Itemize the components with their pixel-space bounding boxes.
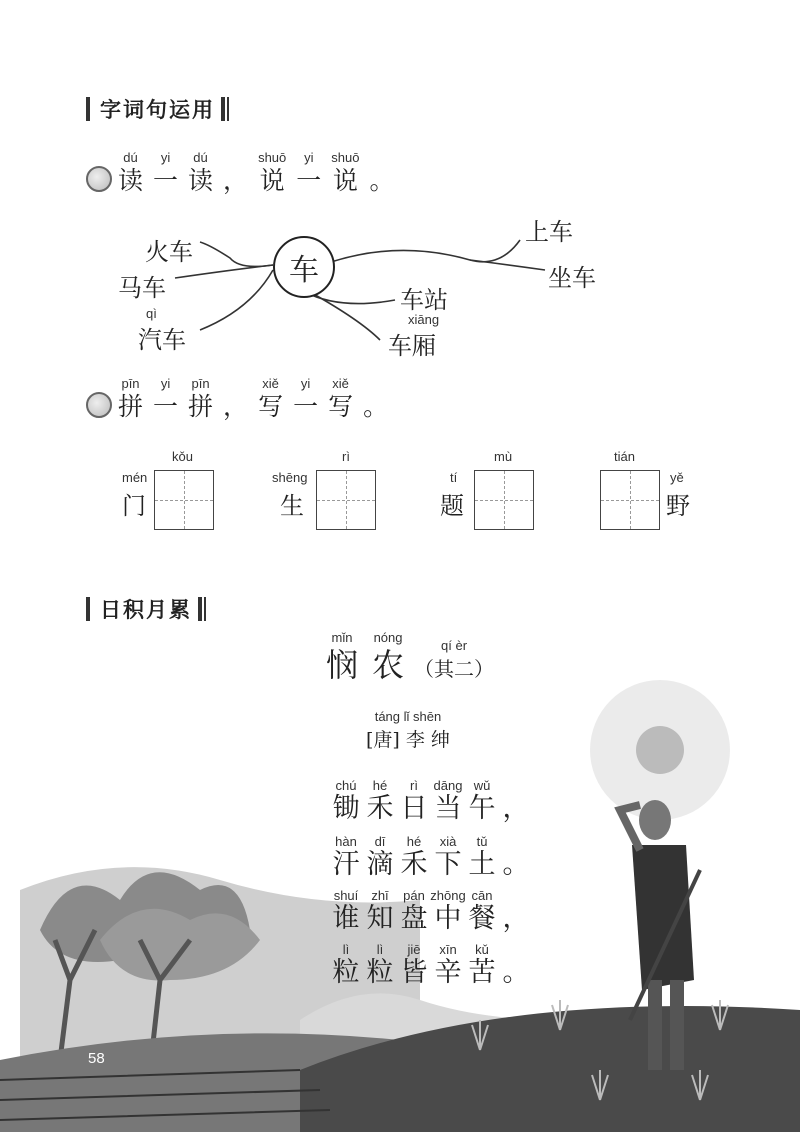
write-box[interactable] [600,470,660,530]
mindmap-center: 车 [273,236,335,298]
target-pinyin: rì [342,449,350,464]
mindmap-word: 火车 [145,238,193,266]
ruby-char: xiě 写 [328,376,354,421]
given-char: 题 [440,492,464,520]
section-bar [86,97,90,121]
section-bar [204,597,206,621]
ruby-char: hàn 汗 [332,834,360,880]
ruby-char: xīn 辛 [434,942,462,988]
poem-line [330,834,534,880]
poem-author [366,706,460,755]
given-char: 野 [666,492,690,520]
ruby-char: tǔ 土 [468,834,496,880]
ruby-char: shuí 谁 [332,888,360,934]
ruby-char: ， [502,903,530,934]
ruby-char: jiē 皆 [400,942,428,988]
ruby-char: dú 读 [188,150,214,195]
poem-line [330,942,534,988]
ruby-char: ， [223,166,249,195]
ruby-char: cān 餐 [468,888,496,934]
ruby-char: yi 一 [153,376,179,421]
section-title: 日积月累 [100,598,192,622]
ruby-char: táng lǐ shēn [唐] 李 绅 [366,709,450,751]
task-bullet-icon [86,392,112,418]
write-box[interactable] [474,470,534,530]
ruby-char: zhōng 中 [430,888,466,934]
ruby-char: wǔ 午 [468,778,496,824]
task-spell-write [86,376,398,422]
given-pinyin: shēng [272,470,308,485]
section-header-accumulate [86,594,206,624]
ruby-char: kǔ 苦 [468,942,496,988]
given-char: 生 [280,492,304,520]
mindmap-word: 坐车 [548,264,596,292]
task-read-say [86,150,405,196]
pinyin-label: xiāng [408,312,440,327]
poem-line [330,888,534,934]
mindmap-word: 车站 [400,286,448,314]
write-box[interactable] [154,470,214,530]
section-header-words [86,94,229,124]
task-bullet-icon [86,166,112,192]
ruby-char: pán 盘 [400,888,428,934]
ruby-char: 。 [363,392,389,421]
ruby-char: dī 滴 [366,834,394,880]
poem-subtitle: qí èr （其二） [414,638,495,681]
given-pinyin: mén [122,470,148,485]
ruby-char: rì 日 [400,778,428,824]
target-pinyin: mù [494,449,513,464]
ruby-char: shuō 说 [258,150,287,195]
ruby-char: yi 一 [293,376,319,421]
ruby-char: 。 [369,166,395,195]
page-number: 58 [88,1050,105,1067]
section-bar [198,597,202,621]
poem-title [326,630,504,684]
ruby-char: hé 禾 [366,778,394,824]
ruby-char: dāng 当 [433,778,463,824]
ruby-char: pīn 拼 [188,376,214,421]
ruby-char: yi 一 [296,150,322,195]
ruby-char: nóng 农 [372,630,405,684]
section-bar [227,97,229,121]
target-pinyin: kǒu [172,449,193,464]
ruby-char: xiě 写 [258,376,284,421]
ruby-char: chú 锄 [332,778,360,824]
ruby-char: xià 下 [434,834,462,880]
mindmap-word: 汽车 [138,326,186,354]
write-box[interactable] [316,470,376,530]
ruby-char: yi 一 [153,150,179,195]
ruby-char: hé 禾 [400,834,428,880]
ruby-char: pīn 拼 [118,376,144,421]
section-title: 字词句运用 [100,98,215,122]
given-char: 门 [122,492,146,520]
ruby-char: ， [223,392,249,421]
mindmap-word: 马车 [118,274,166,302]
target-pinyin: tián [614,449,635,464]
ruby-char: 。 [502,957,530,988]
mindmap-word: 车厢 [388,332,436,360]
poem-line [330,778,534,824]
mindmap-word: 上车 [525,218,573,246]
section-bar [86,597,90,621]
given-pinyin: tí [450,470,458,485]
pinyin-label: qì [146,306,157,321]
ruby-char: mǐn 悯 [326,630,359,684]
ruby-char: zhī 知 [366,888,394,934]
ruby-char: lì 粒 [332,942,360,988]
ruby-char: lì 粒 [366,942,394,988]
ruby-char: ， [502,793,530,824]
ruby-char: shuō 说 [331,150,360,195]
given-pinyin: yě [670,470,684,485]
section-bar [221,97,225,121]
ruby-char: 。 [502,849,530,880]
ruby-char: dú 读 [118,150,144,195]
